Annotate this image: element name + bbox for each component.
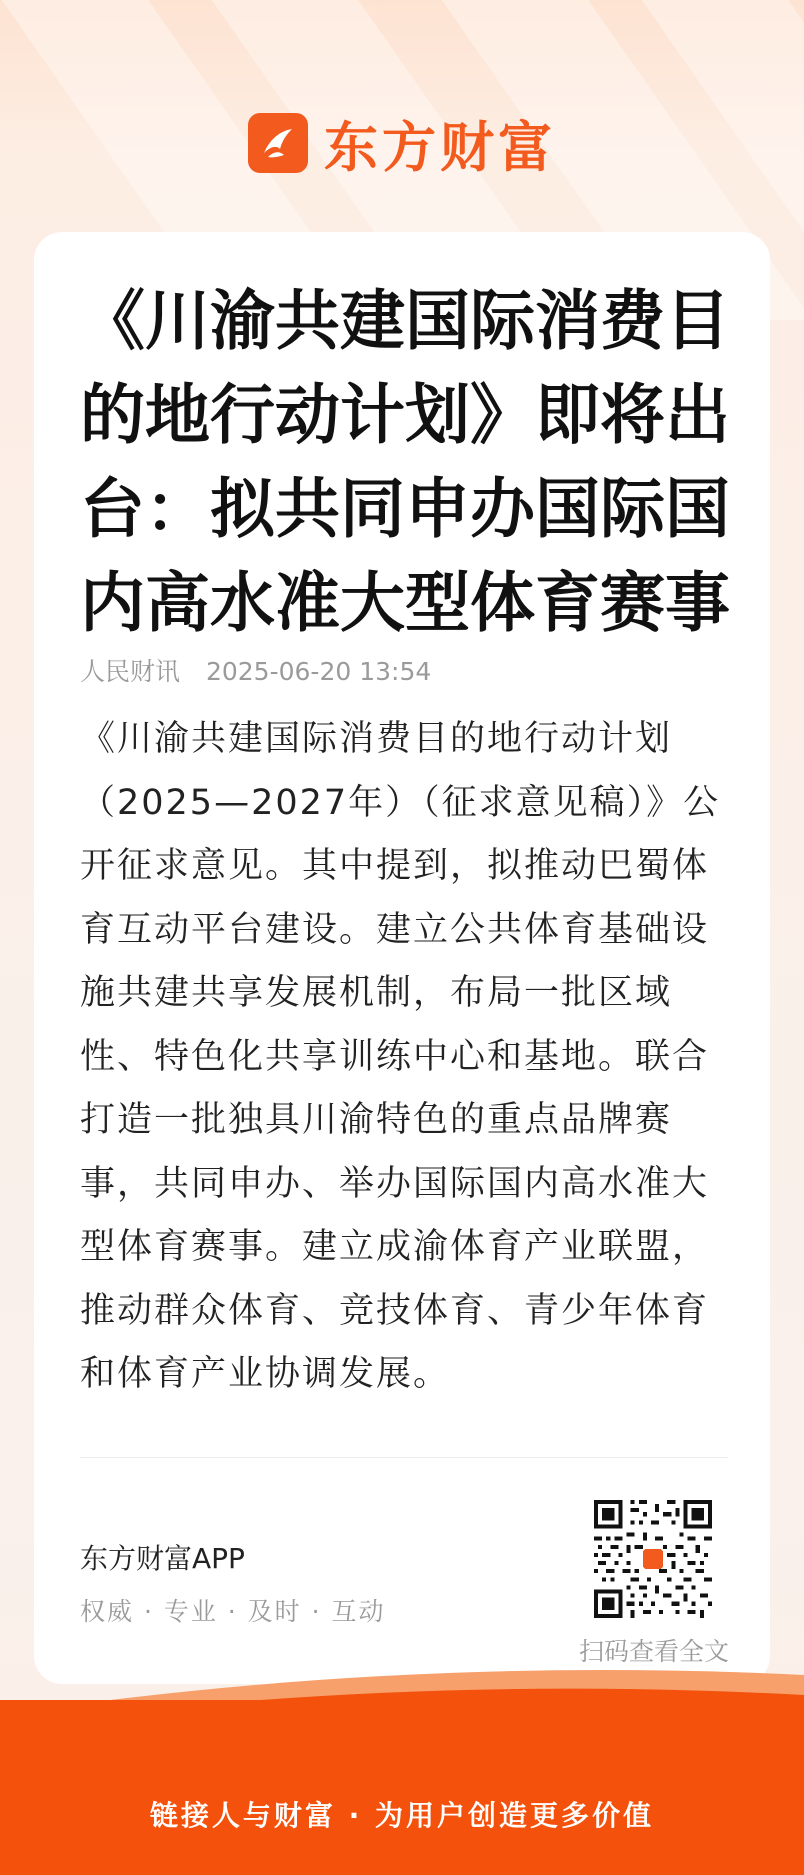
app-slogan: 权威 · 专业 · 及时 · 互动 [80,1597,386,1626]
article-title: 《川渝共建国际消费目的地行动计划》即将出台：拟共同申办国际国内高水准大型体育赛事 [80,283,731,641]
app-name: 东方财富APP [80,1542,245,1575]
article-source: 人民财讯 [80,657,181,686]
article-body: 《川渝共建国际消费目的地行动计划（2025—2027年）（征求意见稿）》公开征求意见。其中提到，拟推动巴蜀体育互动平台建设。建立公共体育基础设施共建共享发展机制，布局一批区域性、特色化共享训练中心和基地。联合打造一批独具川渝特色的重点品牌赛事，共同申办、举办国际国内高水准大型体育赛事。建立成渝体育产业联盟，推动群众体育、竞技体育、青少年体育和体育产业协调发展。 [80,719,721,1394]
article-card [34,232,770,1684]
brand-logo [0,108,804,178]
divider [80,1457,728,1458]
brand-logo-icon [248,113,308,173]
article-meta [80,652,431,688]
footer-tagline: 链接人与财富 · 为用户创造更多价值 [149,1799,655,1832]
footer-band [0,1700,804,1875]
brand-logo-text: 东方财富 [324,115,556,179]
qr-code-icon[interactable] [594,1500,712,1618]
qr-caption: 扫码查看全文 [579,1637,730,1666]
article-datetime: 2025-06-20 13:54 [205,657,432,686]
